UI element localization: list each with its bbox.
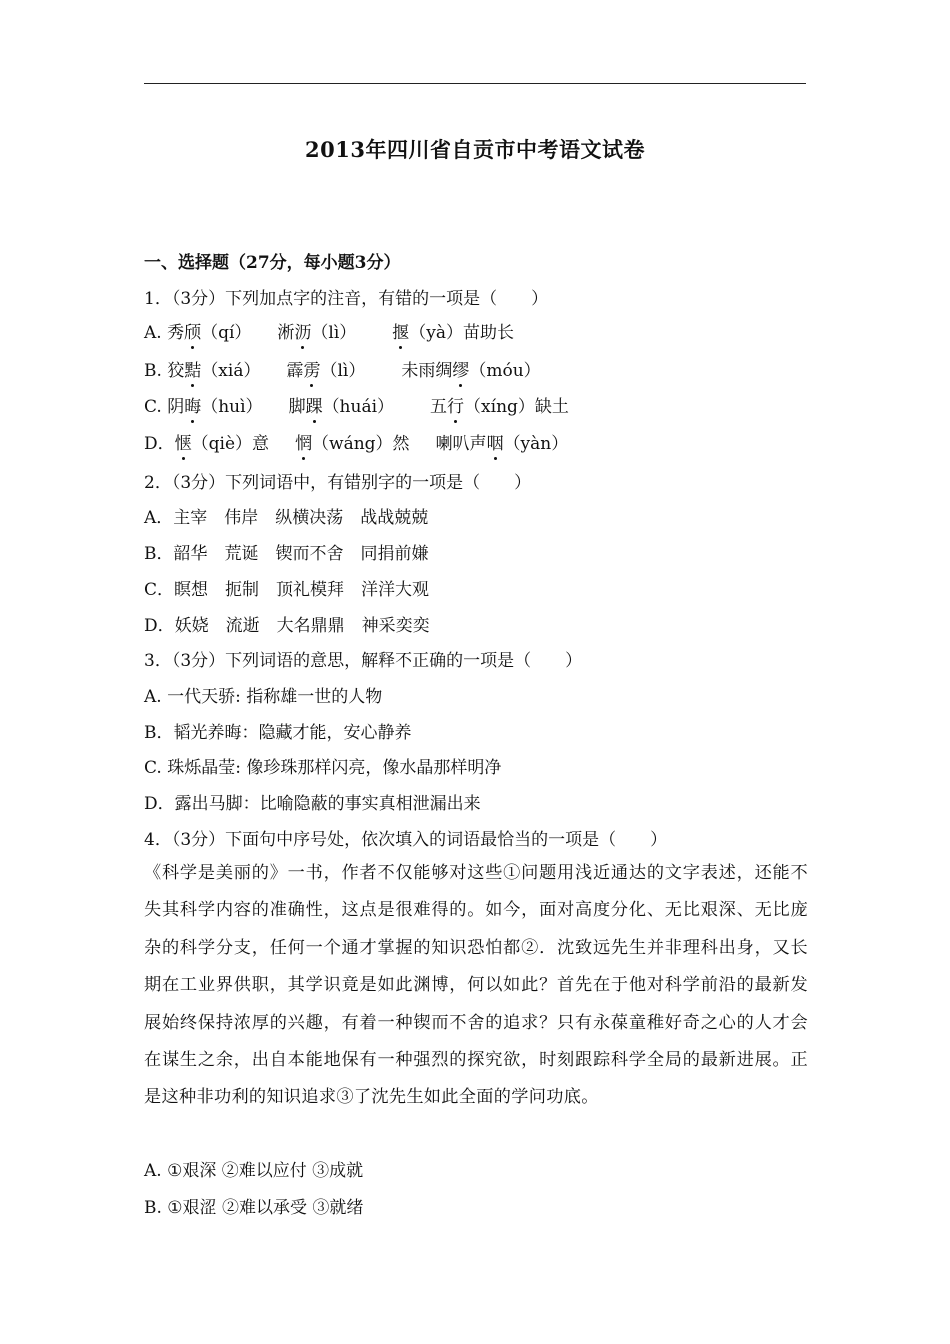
q1-option-a: A. 秀颀（qí） 淅沥（lì） 揠（yà）苗助长 bbox=[144, 323, 515, 343]
emphasis-dot: 缪 bbox=[452, 361, 470, 381]
question-3-stem: 3．（3分）下列词语的意思，解释不正确的一项是（ ） bbox=[144, 651, 583, 671]
q2-option-b: B．韶华 荒诞 锲而不舍 同捐前嫌 bbox=[144, 544, 429, 564]
emphasis-dot: 揠 bbox=[392, 323, 410, 343]
q4-option-a: A. ①艰深 ②难以应付 ③成就 bbox=[144, 1161, 364, 1181]
q2-option-c: C．瞑想 扼制 顶礼模拜 洋洋大观 bbox=[144, 580, 430, 600]
emphasis-dot: 沥 bbox=[294, 323, 312, 343]
q1-option-d: D．惬（qiè）意 惘（wáng）然 喇叭声咽（yàn） bbox=[144, 434, 569, 454]
emphasis-dot: 颀 bbox=[184, 323, 202, 343]
emphasis-dot: 惬 bbox=[174, 434, 192, 454]
q1-option-c: C. 阴晦（huì） 脚踝（huái） 五行（xíng）缺土 bbox=[144, 397, 569, 417]
emphasis-dot: 咽 bbox=[486, 434, 504, 454]
q3-option-d: D．露出马脚：比喻隐蔽的事实真相泄漏出来 bbox=[144, 794, 481, 814]
emphasis-dot: 行 bbox=[447, 397, 465, 417]
q1-option-b: B. 狡黠（xiá） 霹雳（lì） 未雨绸缪（móu） bbox=[144, 361, 541, 381]
emphasis-dot: 黠 bbox=[184, 361, 202, 381]
q2-option-d: D．妖娆 流逝 大名鼎鼎 神采奕奕 bbox=[144, 616, 430, 636]
header-rule bbox=[144, 83, 806, 84]
question-1-stem: 1．（3分）下列加点字的注音，有错的一项是（ ） bbox=[144, 289, 549, 309]
q4-passage: 《科学是美丽的》一书，作者不仅能够对这些①问题用浅近通达的文字表述，还能不失其科学内容的准确性，这点是很难得的。如今，面对高度分化、无比艰深、无比庞杂的科学分支，任何一个通才掌握的知识恐怕都②．沈致远先生并非理科出身，又长期在工业界供职，其学识竟是如此渊博，何以如此？首先在于他对科学前沿的最新发展始终保持浓厚的兴趣，有着一种锲而不舍的追求？只有永葆童稚好奇之心的人才会在谋生之余，出自本能地保有一种强烈的探究欲，时刻跟踪科学全局的最新进展。正是这种非功利的知识追求③了沈先生如此全面的学问功底。 bbox=[144, 863, 808, 1108]
emphasis-dot: 晦 bbox=[184, 397, 202, 417]
question-2-stem: 2．（3分）下列词语中，有错别字的一项是（ ） bbox=[144, 473, 532, 493]
q3-option-a: A. 一代天骄: 指称雄一世的人物 bbox=[144, 687, 383, 707]
question-4-stem: 4．（3分）下面句中序号处，依次填入的词语最恰当的一项是（ ） bbox=[144, 830, 668, 850]
emphasis-dot: 踝 bbox=[305, 397, 323, 417]
q3-option-c: C. 珠烁晶莹: 像珍珠那样闪亮，像水晶那样明净 bbox=[144, 758, 502, 778]
emphasis-dot: 雳 bbox=[303, 361, 321, 381]
q2-option-a: A．主宰 伟岸 纵横决荡 战战兢兢 bbox=[144, 508, 429, 528]
emphasis-dot: 惘 bbox=[295, 434, 313, 454]
q3-option-b: B．韬光养晦：隐藏才能，安心静养 bbox=[144, 723, 412, 743]
section-heading: 一、选择题（27分，每小题3分） bbox=[144, 253, 401, 273]
page-title: 2013年四川省自贡市中考语文试卷 bbox=[305, 137, 645, 162]
q4-option-b: B. ①艰涩 ②难以承受 ③就绪 bbox=[144, 1198, 364, 1218]
